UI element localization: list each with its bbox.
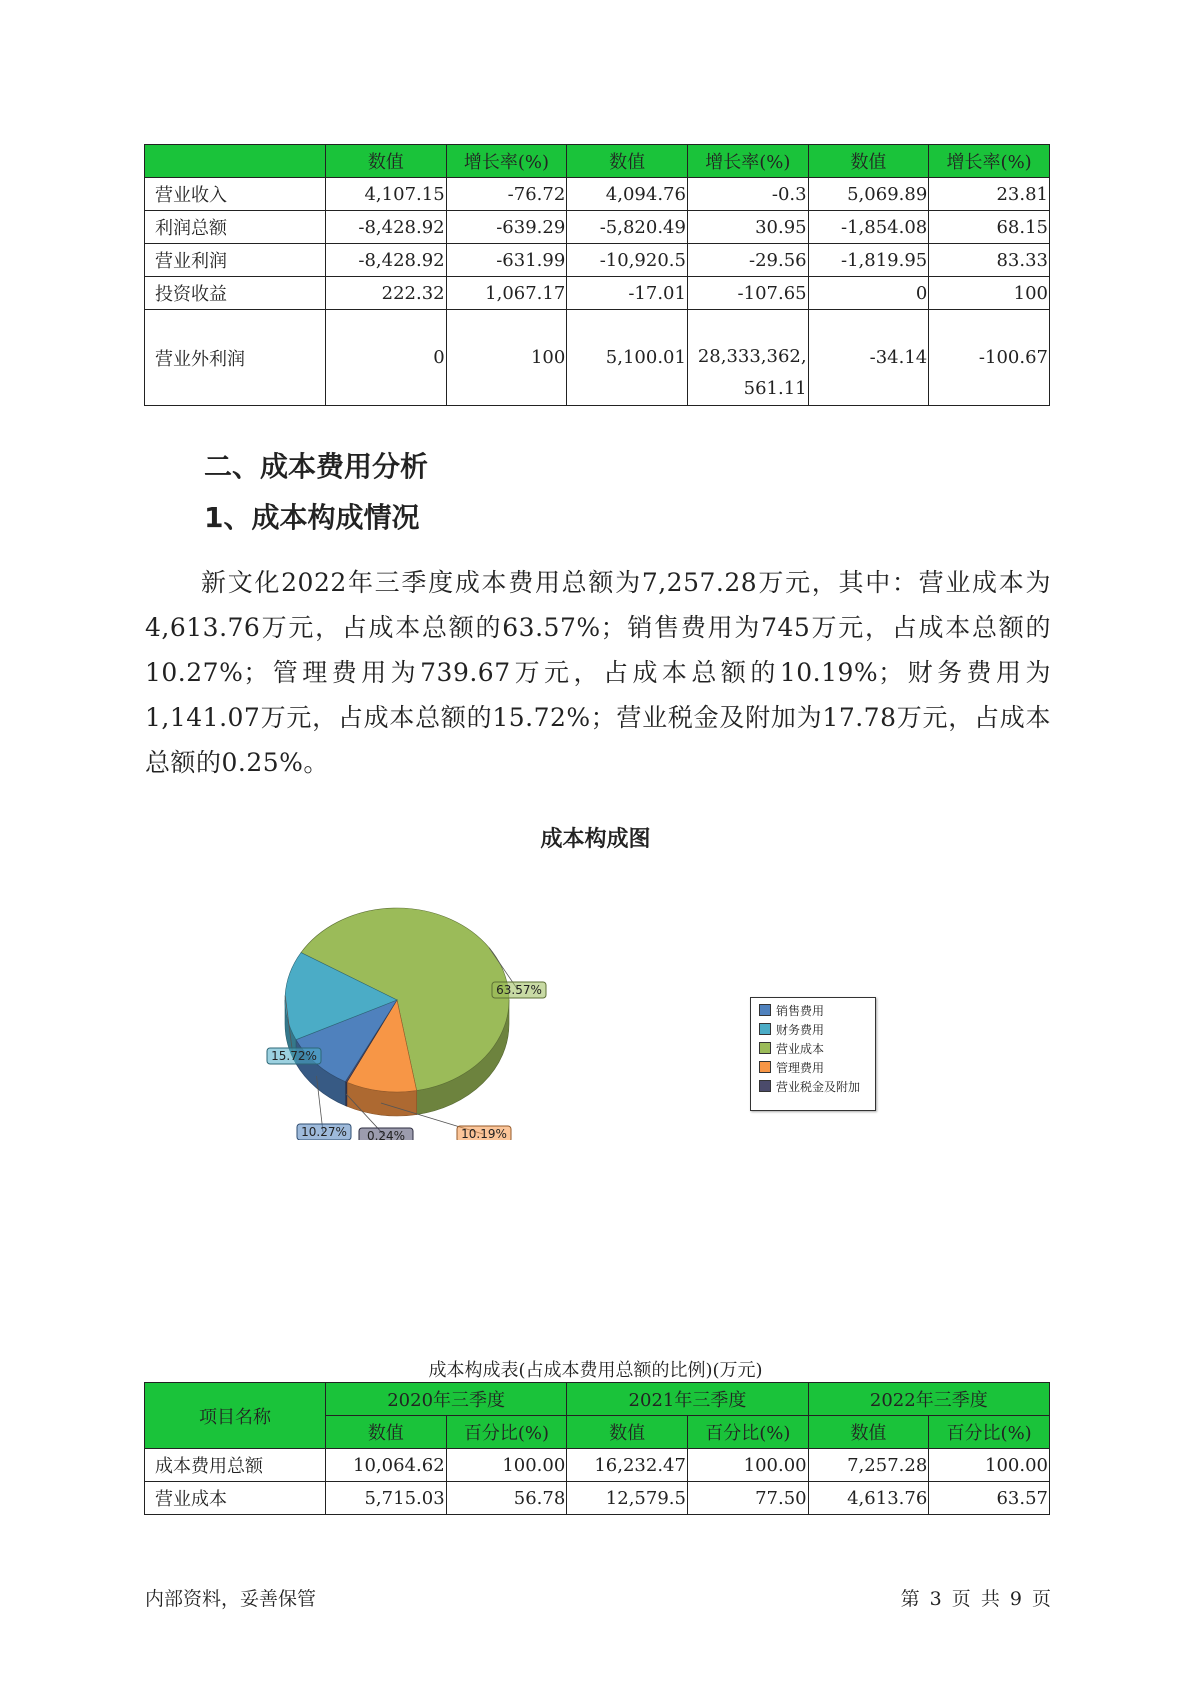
table-cell: 0 xyxy=(325,310,446,406)
legend-item xyxy=(759,1003,875,1017)
table-cell: 5,715.03 xyxy=(325,1482,446,1515)
footer-page-number: 第 3 页 共 9 页 xyxy=(900,1588,1051,1610)
row-label: 营业利润 xyxy=(145,244,326,277)
legend-item xyxy=(759,1022,875,1036)
table-cell: -8,428.92 xyxy=(325,211,446,244)
header-cell: 数值 xyxy=(325,145,446,178)
table-header-row xyxy=(145,1383,1050,1416)
table-cell: 5,100.01 xyxy=(567,310,688,406)
section-heading: 二、成本费用分析 xyxy=(204,450,429,483)
header-cell: 数值 xyxy=(808,1416,929,1449)
data-label: 0.24% xyxy=(366,1129,406,1140)
table-cell: -5,820.49 xyxy=(567,211,688,244)
header-cell: 2022年三季度 xyxy=(808,1383,1049,1416)
table-cell: 4,107.15 xyxy=(325,178,446,211)
table-cell: 4,094.76 xyxy=(567,178,688,211)
table-cell: 100 xyxy=(446,310,567,406)
table-cell: -1,819.95 xyxy=(808,244,929,277)
table-row xyxy=(145,178,1050,211)
table-cell: 1,067.17 xyxy=(446,277,567,310)
table-cell: -0.3 xyxy=(687,178,808,211)
legend-item xyxy=(759,1041,875,1055)
analysis-paragraph: 新文化2022年三季度成本费用总额为7,257.28万元，其中：营业成本为4,613.76万元，占成本总额的63.57%；销售费用为745万元，占成本总额的10.27%；管理费用为739.67万元，占成本总额的10.19%；财务费用为1,141.07万元，占成本总额的15.72%；营业税金及附加为17.78万元，占成本总额的0.25%。 xyxy=(145,568,1051,777)
header-cell: 百分比(%) xyxy=(687,1416,808,1449)
data-label: 10.27% xyxy=(301,1125,347,1139)
table-cell: 100.00 xyxy=(687,1449,808,1482)
table-cell: -1,854.08 xyxy=(808,211,929,244)
table-cell: 28,333,362,561.11 xyxy=(687,310,808,406)
header-cell: 增长率(%) xyxy=(446,145,567,178)
table-cell: 100.00 xyxy=(929,1449,1050,1482)
table-cell: -29.56 xyxy=(687,244,808,277)
header-cell: 增长率(%) xyxy=(929,145,1050,178)
pie-chart xyxy=(230,880,630,1140)
legend-label: 财务费用 xyxy=(776,1022,825,1037)
header-cell: 百分比(%) xyxy=(446,1416,567,1449)
header-cell: 数值 xyxy=(325,1416,446,1449)
header-cell: 数值 xyxy=(567,1416,688,1449)
legend-label: 销售费用 xyxy=(776,1003,825,1018)
legend-label: 营业税金及附加 xyxy=(776,1079,861,1094)
table-cell: -639.29 xyxy=(446,211,567,244)
table-cell: 23.81 xyxy=(929,178,1050,211)
row-label: 利润总额 xyxy=(145,211,326,244)
table-row xyxy=(145,1449,1050,1482)
legend-label: 管理费用 xyxy=(776,1060,825,1075)
table-cell: 16,232.47 xyxy=(567,1449,688,1482)
table-cell: 7,257.28 xyxy=(808,1449,929,1482)
table-cell: 12,579.5 xyxy=(567,1482,688,1515)
table-cell: 100 xyxy=(929,277,1050,310)
row-label: 成本费用总额 xyxy=(145,1449,326,1482)
legend-swatch xyxy=(759,1004,771,1016)
table-cell: -76.72 xyxy=(446,178,567,211)
table-cell: 83.33 xyxy=(929,244,1050,277)
table-header-row xyxy=(145,145,1050,178)
table-cell: 63.57 xyxy=(929,1482,1050,1515)
data-label: 63.57% xyxy=(496,983,542,997)
row-label: 营业成本 xyxy=(145,1482,326,1515)
header-cell: 百分比(%) xyxy=(929,1416,1050,1449)
table-row xyxy=(145,277,1050,310)
header-cell: 项目名称 xyxy=(145,1383,326,1449)
table-row xyxy=(145,1482,1050,1515)
legend-swatch xyxy=(759,1080,771,1092)
header-cell xyxy=(145,145,326,178)
table-cell: -107.65 xyxy=(687,277,808,310)
table-cell: 100.00 xyxy=(446,1449,567,1482)
table-cell: 222.32 xyxy=(325,277,446,310)
table-cell: 4,613.76 xyxy=(808,1482,929,1515)
legend-swatch xyxy=(759,1042,771,1054)
table-cell: 10,064.62 xyxy=(325,1449,446,1482)
table-caption: 成本构成表(占成本费用总额的比例)(万元) xyxy=(428,1360,763,1381)
table-cell: -17.01 xyxy=(567,277,688,310)
legend-item xyxy=(759,1079,875,1093)
header-cell: 增长率(%) xyxy=(687,145,808,178)
row-label: 投资收益 xyxy=(145,277,326,310)
chart-legend xyxy=(750,997,876,1111)
sub-heading: 1、成本构成情况 xyxy=(204,501,420,534)
financial-summary-table xyxy=(144,144,1050,406)
row-label: 营业收入 xyxy=(145,178,326,211)
table-row xyxy=(145,310,1050,406)
table-cell: 0 xyxy=(808,277,929,310)
legend-item xyxy=(759,1060,875,1074)
row-label: 营业外利润 xyxy=(145,310,326,406)
table-cell: 5,069.89 xyxy=(808,178,929,211)
header-cell: 数值 xyxy=(808,145,929,178)
legend-swatch xyxy=(759,1023,771,1035)
table-cell: 77.50 xyxy=(687,1482,808,1515)
table-cell: 56.78 xyxy=(446,1482,567,1515)
legend-label: 营业成本 xyxy=(776,1041,825,1056)
table-cell: -8,428.92 xyxy=(325,244,446,277)
chart-title: 成本构成图 xyxy=(540,827,651,852)
data-label: 15.72% xyxy=(271,1049,317,1063)
cost-structure-table xyxy=(144,1382,1050,1515)
footer-confidential-note: 内部资料，妥善保管 xyxy=(145,1588,317,1610)
header-cell: 数值 xyxy=(567,145,688,178)
data-label: 10.19% xyxy=(461,1127,507,1140)
table-cell: -10,920.5 xyxy=(567,244,688,277)
header-cell: 2021年三季度 xyxy=(567,1383,808,1416)
table-cell: -631.99 xyxy=(446,244,567,277)
table-cell: 68.15 xyxy=(929,211,1050,244)
table-cell: -100.67 xyxy=(929,310,1050,406)
table-cell: 30.95 xyxy=(687,211,808,244)
legend-swatch xyxy=(759,1061,771,1073)
table-row xyxy=(145,244,1050,277)
table-row xyxy=(145,211,1050,244)
table-cell: -34.14 xyxy=(808,310,929,406)
header-cell: 2020年三季度 xyxy=(325,1383,566,1416)
